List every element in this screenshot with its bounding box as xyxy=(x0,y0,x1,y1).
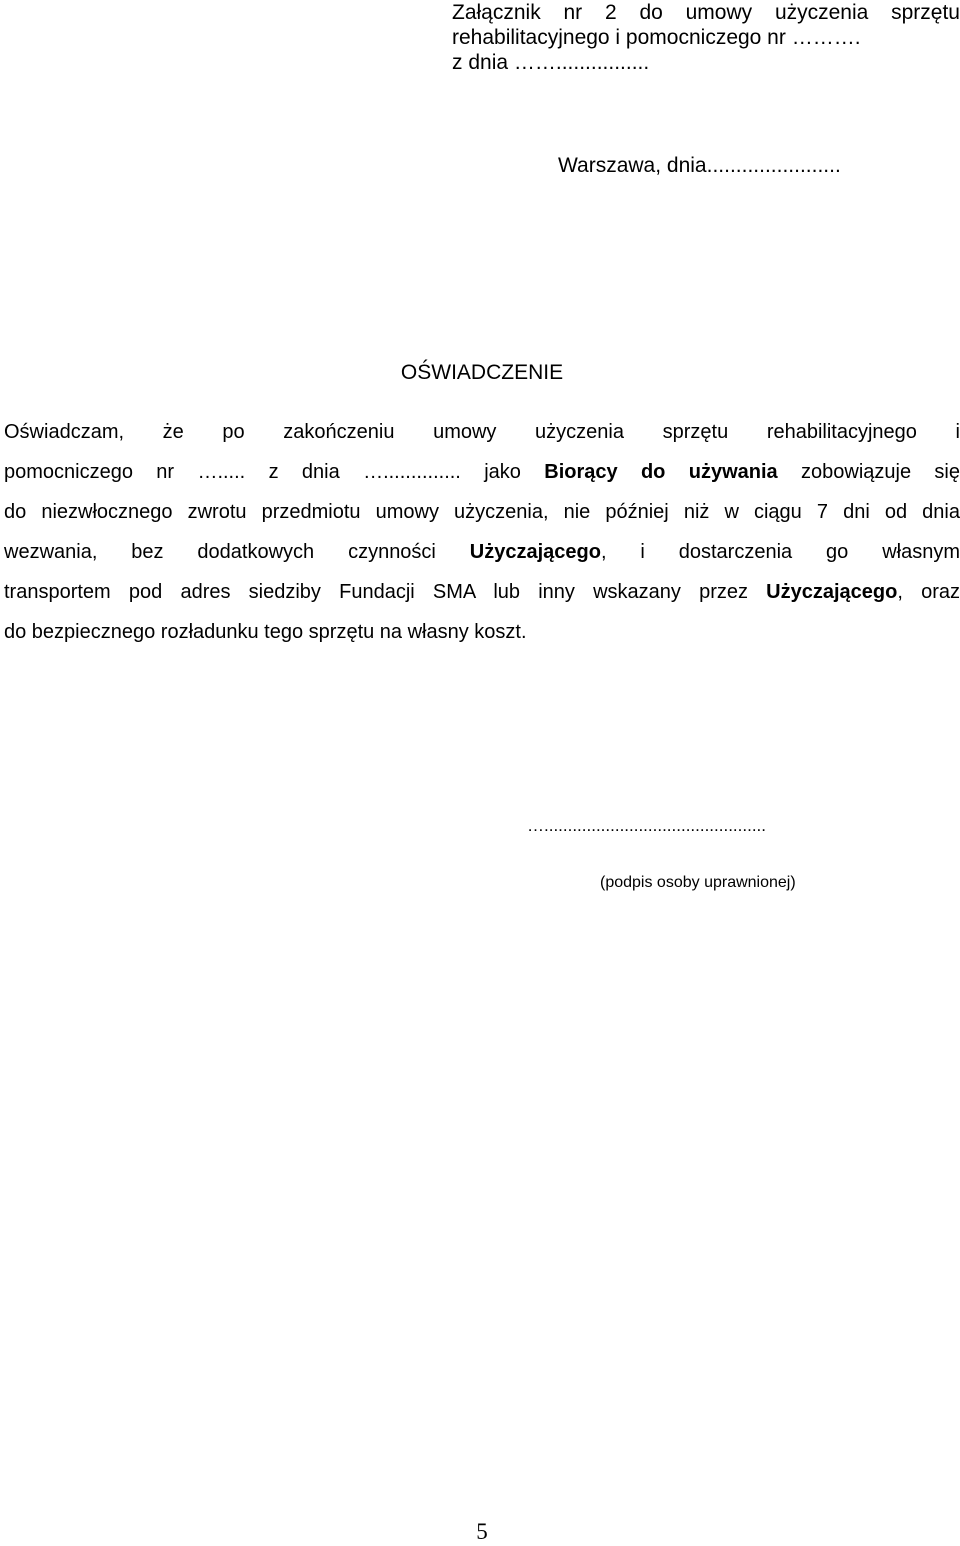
declaration-line-4-start: wezwania, bez dodatkowych czynności xyxy=(4,541,470,563)
annex-line-2: rehabilitacyjnego i pomocniczego nr ………. xyxy=(452,26,861,49)
page-number: 5 xyxy=(476,1519,488,1544)
declaration-line-2 xyxy=(4,452,960,492)
place-and-date: Warszawa, dnia....................... xyxy=(558,154,841,177)
declaration-line-2-start: pomocniczego nr …..... z dnia ….............. jako xyxy=(4,461,545,483)
declaration-line-2-end: zobowiązuje się xyxy=(777,461,960,483)
declaration-text xyxy=(4,412,960,652)
declaration-line-6: do bezpiecznego rozładunku tego sprzętu na własny koszt. xyxy=(4,621,527,643)
annex-line-1: Załącznik nr 2 do umowy użyczenia sprzętu xyxy=(452,1,960,24)
annex-line-3: z dnia ……................ xyxy=(452,51,650,74)
borrower-term: Biorący do używania xyxy=(544,461,778,483)
declaration-line-5 xyxy=(4,572,960,612)
declaration-line-1: Oświadczam, że po zakończeniu umowy użyczenia sprzętu rehabilitacyjnego i xyxy=(4,421,960,443)
declaration-line-3: do niezwłocznego zwrotu przedmiotu umowy użyczenia, nie później niż w ciągu 7 dni od dnia xyxy=(4,501,960,523)
declaration-line-4 xyxy=(4,532,960,572)
lender-term: Użyczającego xyxy=(469,541,601,563)
annex-reference xyxy=(452,0,960,75)
declaration-line-5-end: , oraz xyxy=(897,581,960,603)
declaration-line-5-start: transportem pod adres siedziby Fundacji SMA lub inny wskazany przez xyxy=(4,581,767,603)
signature-caption: (podpis osoby uprawnionej) xyxy=(600,874,796,891)
declaration-line-4-end: , i dostarczenia go własnym xyxy=(600,541,960,563)
lender-term-2: Użyczającego xyxy=(766,581,898,603)
document-title: OŚWIADCZENIE xyxy=(400,361,564,384)
signature-line: …............................................... xyxy=(527,816,766,835)
